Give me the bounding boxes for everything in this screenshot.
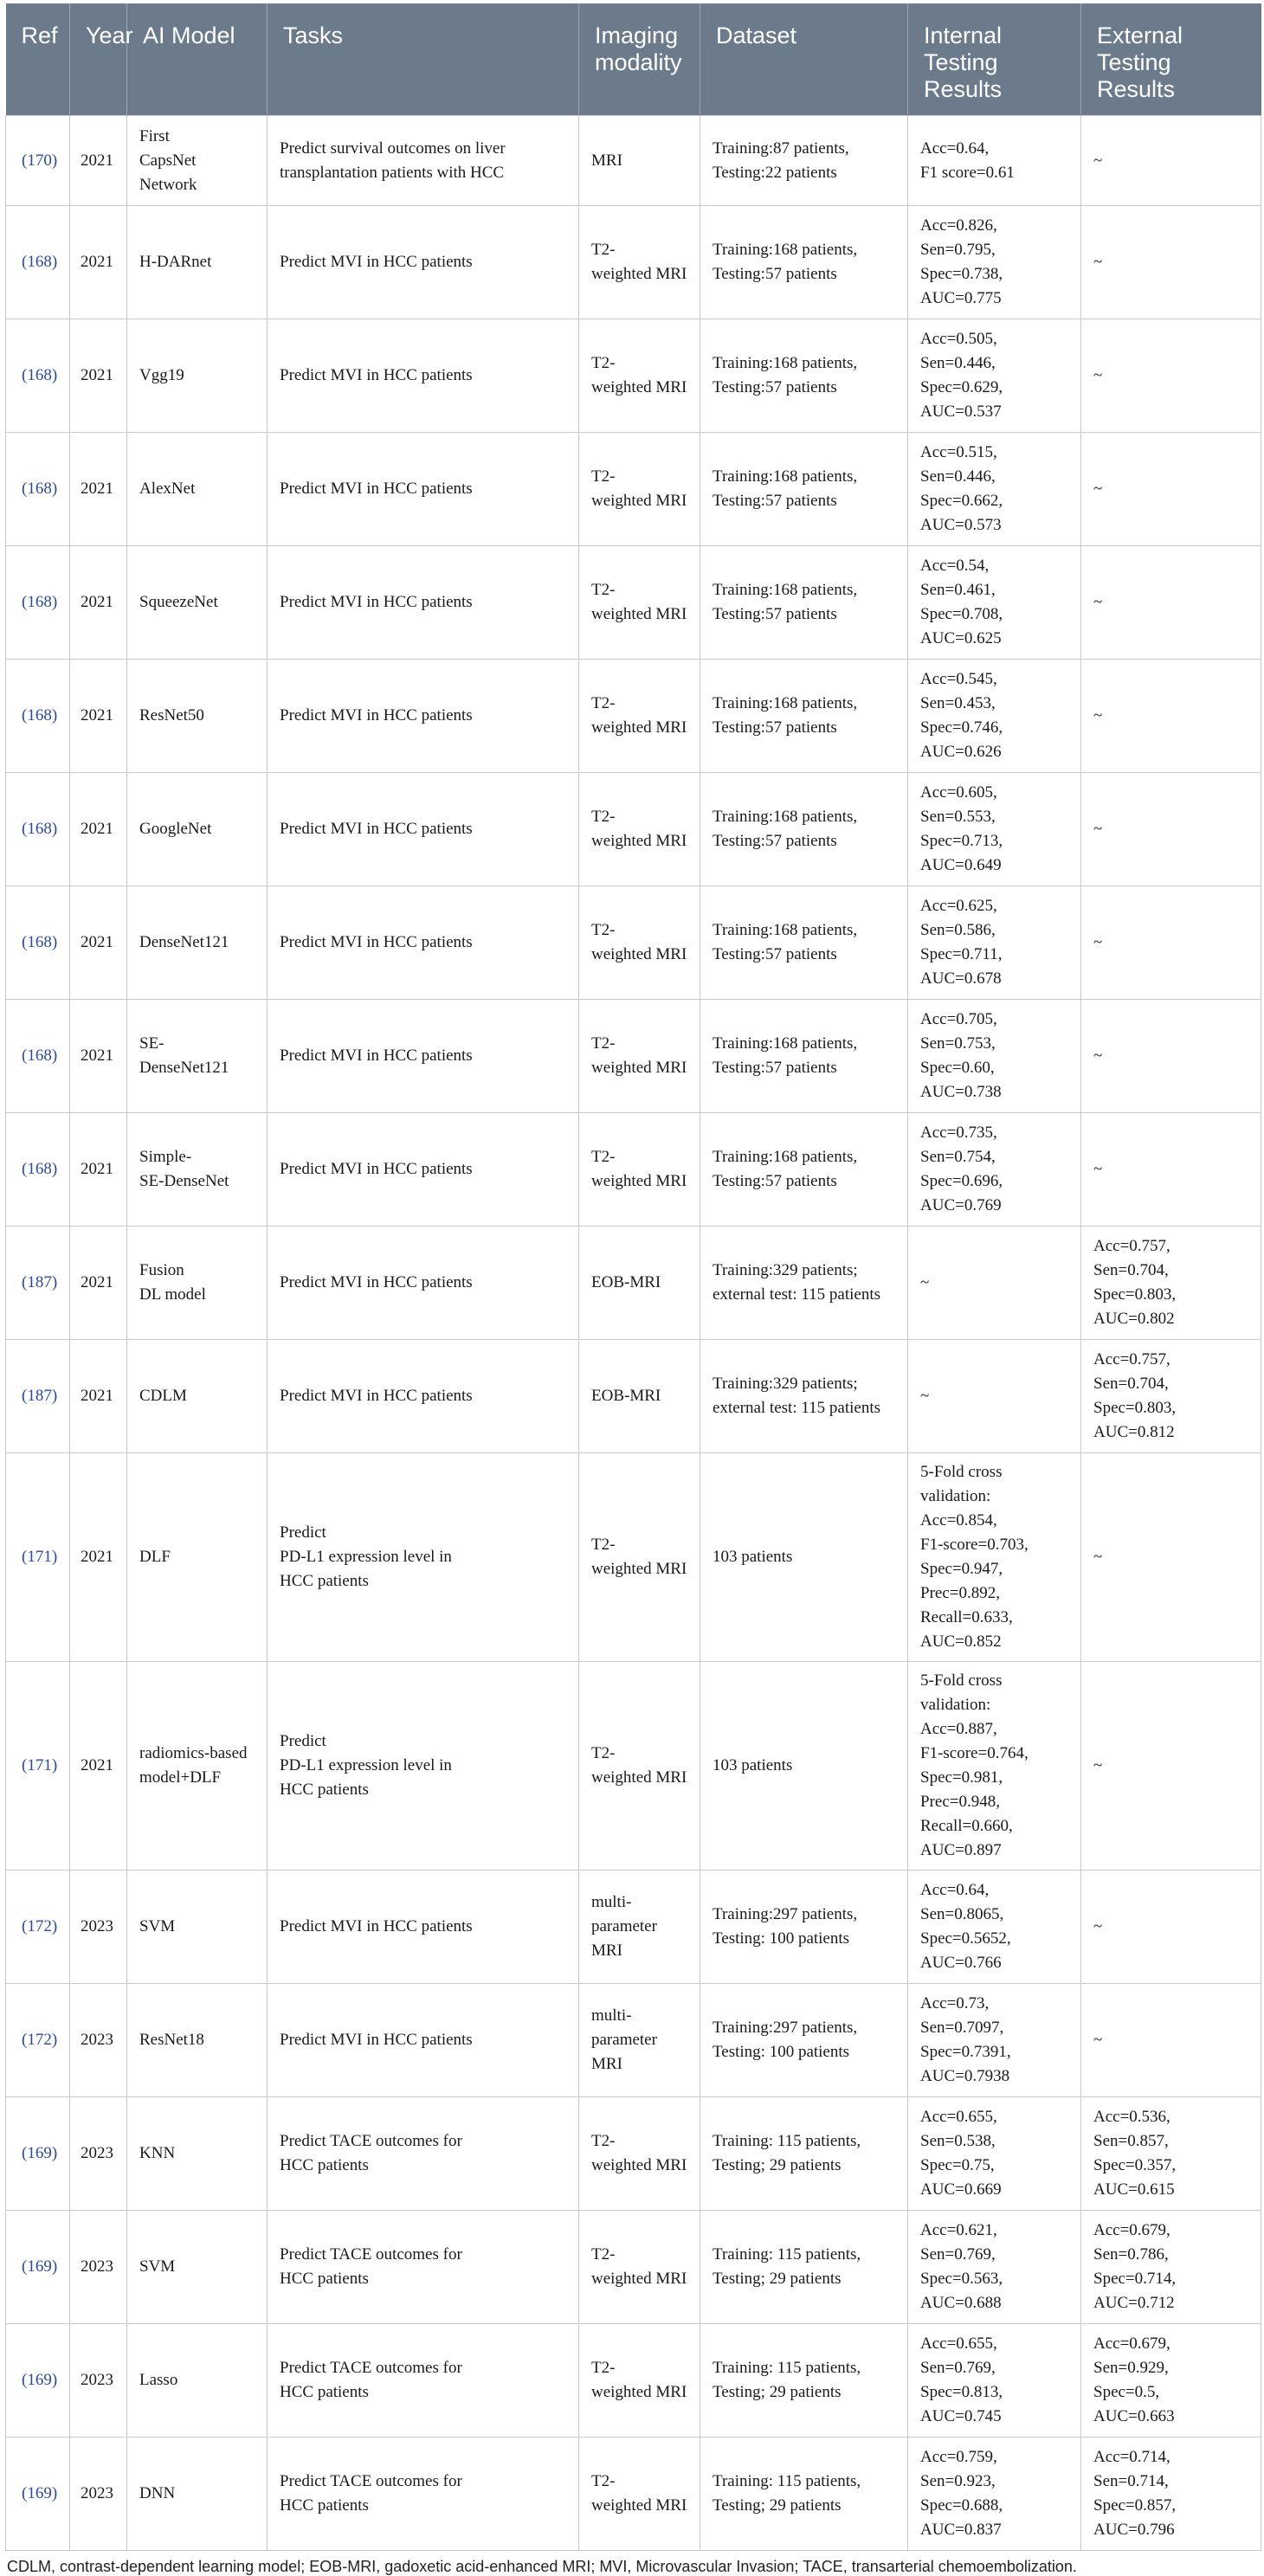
task-cell: Predict MVI in HCC patients [268,886,579,1000]
external-results-cell: ~ [1081,1453,1261,1662]
internal-results-cell: 5-Fold cross validation: Acc=0.854, F1-score=0.703, Spec=0.947, Prec=0.892, Recall=0.633, AUC=0.852 [908,1453,1081,1662]
modality-cell: T2- weighted MRI [579,1662,700,1871]
table-body [6,116,1261,2551]
internal-results-cell: 5-Fold cross validation: Acc=0.887, F1-score=0.764, Spec=0.981, Prec=0.948, Recall=0.660, AUC=0.897 [908,1662,1081,1871]
internal-results-cell: Acc=0.655, Sen=0.538, Spec=0.75, AUC=0.669 [908,2097,1081,2211]
external-results-cell: ~ [1081,1662,1261,1871]
ref-cell[interactable]: (169) [6,2324,70,2438]
model-cell: First CapsNet Network [127,116,268,206]
header-ai-model: AI Model [127,3,268,116]
table-row [6,2324,1261,2438]
ref-cell[interactable]: (169) [6,2211,70,2324]
task-cell: Predict PD-L1 expression level in HCC patients [268,1662,579,1871]
model-cell: SVM [127,2211,268,2324]
task-cell: Predict TACE outcomes for HCC patients [268,2211,579,2324]
internal-results-cell: Acc=0.54, Sen=0.461, Spec=0.708, AUC=0.625 [908,546,1081,660]
modality-cell: T2- weighted MRI [579,1453,700,1662]
dataset-cell: Training: 115 patients, Testing; 29 patients [700,2211,908,2324]
task-cell: Predict TACE outcomes for HCC patients [268,2097,579,2211]
model-cell: Fusion DL model [127,1227,268,1340]
header-internal-results: Internal Testing Results [908,3,1081,116]
modality-cell: T2- weighted MRI [579,319,700,433]
year-cell: 2021 [70,206,127,319]
modality-cell: T2- weighted MRI [579,1000,700,1113]
year-cell: 2021 [70,433,127,546]
internal-results-cell: Acc=0.705, Sen=0.753, Spec=0.60, AUC=0.738 [908,1000,1081,1113]
dataset-cell: Training:168 patients, Testing:57 patients [700,1113,908,1227]
table-row [6,1340,1261,1453]
year-cell: 2023 [70,2324,127,2438]
external-results-cell: Acc=0.679, Sen=0.786, Spec=0.714, AUC=0.712 [1081,2211,1261,2324]
header-year: Year [70,3,127,116]
dataset-cell: Training: 115 patients, Testing; 29 patients [700,2097,908,2211]
table-row [6,546,1261,660]
header-imaging-modality: Imaging modality [579,3,700,116]
ref-cell[interactable]: (168) [6,886,70,1000]
header-ref: Ref [6,3,70,116]
ref-cell[interactable]: (168) [6,206,70,319]
year-cell: 2021 [70,1227,127,1340]
model-cell: Simple- SE-DenseNet [127,1113,268,1227]
modality-cell: T2- weighted MRI [579,886,700,1000]
model-cell: DNN [127,2438,268,2551]
task-cell: Predict MVI in HCC patients [268,1340,579,1453]
table-row [6,1984,1261,2097]
model-cell: DenseNet121 [127,886,268,1000]
modality-cell: T2- weighted MRI [579,2211,700,2324]
model-cell: ResNet18 [127,1984,268,2097]
task-cell: Predict MVI in HCC patients [268,206,579,319]
table-row [6,1871,1261,1984]
dataset-cell: Training:168 patients, Testing:57 patients [700,546,908,660]
year-cell: 2023 [70,1871,127,1984]
ref-cell[interactable]: (168) [6,319,70,433]
modality-cell: EOB-MRI [579,1340,700,1453]
task-cell: Predict MVI in HCC patients [268,773,579,886]
internal-results-cell: Acc=0.64, Sen=0.8065, Spec=0.5652, AUC=0.766 [908,1871,1081,1984]
external-results-cell: ~ [1081,206,1261,319]
internal-results-cell: Acc=0.655, Sen=0.769, Spec=0.813, AUC=0.745 [908,2324,1081,2438]
dataset-cell: Training:168 patients, Testing:57 patients [700,433,908,546]
internal-results-cell: Acc=0.735, Sen=0.754, Spec=0.696, AUC=0.769 [908,1113,1081,1227]
internal-results-cell: Acc=0.605, Sen=0.553, Spec=0.713, AUC=0.649 [908,773,1081,886]
external-results-cell: Acc=0.757, Sen=0.704, Spec=0.803, AUC=0.802 [1081,1227,1261,1340]
table-row [6,433,1261,546]
external-results-cell: Acc=0.679, Sen=0.929, Spec=0.5, AUC=0.663 [1081,2324,1261,2438]
model-cell: SqueezeNet [127,546,268,660]
year-cell: 2021 [70,319,127,433]
table-footnote: CDLM, contrast-dependent learning model; EOB-MRI, gadoxetic acid-enhanced MRI; MVI, Microvascular Invasion; TACE, transarterial chemoembolization. [7,2558,1077,2575]
modality-cell: T2- weighted MRI [579,206,700,319]
dataset-cell: Training:297 patients, Testing: 100 patients [700,1871,908,1984]
year-cell: 2023 [70,2211,127,2324]
ref-cell[interactable]: (170) [6,116,70,206]
internal-results-cell: Acc=0.625, Sen=0.586, Spec=0.711, AUC=0.678 [908,886,1081,1000]
task-cell: Predict MVI in HCC patients [268,660,579,773]
ref-cell[interactable]: (172) [6,1984,70,2097]
dataset-cell: Training:329 patients; external test: 115 patients [700,1227,908,1340]
table-row [6,116,1261,206]
year-cell: 2021 [70,546,127,660]
internal-results-cell: Acc=0.64, F1 score=0.61 [908,116,1081,206]
internal-results-cell: Acc=0.826, Sen=0.795, Spec=0.738, AUC=0.775 [908,206,1081,319]
header-external-results: External Testing Results [1081,3,1261,116]
model-cell: AlexNet [127,433,268,546]
table-row [6,1453,1261,1662]
external-results-cell: ~ [1081,1000,1261,1113]
task-cell: Predict MVI in HCC patients [268,1871,579,1984]
task-cell: Predict TACE outcomes for HCC patients [268,2324,579,2438]
year-cell: 2023 [70,2438,127,2551]
model-cell: Vgg19 [127,319,268,433]
external-results-cell: ~ [1081,1113,1261,1227]
year-cell: 2021 [70,1000,127,1113]
external-results-cell: Acc=0.757, Sen=0.704, Spec=0.803, AUC=0.812 [1081,1340,1261,1453]
modality-cell: T2- weighted MRI [579,660,700,773]
year-cell: 2023 [70,1984,127,2097]
external-results-cell: ~ [1081,773,1261,886]
table-row [6,2438,1261,2551]
internal-results-cell: Acc=0.545, Sen=0.453, Spec=0.746, AUC=0.626 [908,660,1081,773]
table-row [6,1662,1261,1871]
dataset-cell: Training:87 patients, Testing:22 patients [700,116,908,206]
dataset-cell: Training: 115 patients, Testing; 29 patients [700,2324,908,2438]
task-cell: Predict MVI in HCC patients [268,1227,579,1340]
ref-cell[interactable]: (171) [6,1453,70,1662]
modality-cell: T2- weighted MRI [579,2324,700,2438]
internal-results-cell: ~ [908,1340,1081,1453]
ref-cell[interactable]: (168) [6,1113,70,1227]
year-cell: 2021 [70,1340,127,1453]
model-cell: radiomics-based model+DLF [127,1662,268,1871]
modality-cell: T2- weighted MRI [579,546,700,660]
external-results-cell: ~ [1081,1984,1261,2097]
dataset-cell: 103 patients [700,1662,908,1871]
model-cell: KNN [127,2097,268,2211]
table-header-row [6,3,1261,116]
ref-cell[interactable]: (187) [6,1227,70,1340]
dataset-cell: Training:329 patients; external test: 115 patients [700,1340,908,1453]
modality-cell: T2- weighted MRI [579,2438,700,2551]
header-dataset: Dataset [700,3,908,116]
modality-cell: multi- parameter MRI [579,1871,700,1984]
model-cell: Lasso [127,2324,268,2438]
year-cell: 2021 [70,116,127,206]
model-cell: DLF [127,1453,268,1662]
table-row [6,1113,1261,1227]
dataset-cell: Training:168 patients, Testing:57 patients [700,773,908,886]
table-row [6,660,1261,773]
ref-cell[interactable]: (168) [6,546,70,660]
dataset-cell: Training:168 patients, Testing:57 patients [700,886,908,1000]
internal-results-cell: Acc=0.759, Sen=0.923, Spec=0.688, AUC=0.837 [908,2438,1081,2551]
internal-results-cell: ~ [908,1227,1081,1340]
task-cell: Predict MVI in HCC patients [268,319,579,433]
task-cell: Predict MVI in HCC patients [268,1984,579,2097]
modality-cell: T2- weighted MRI [579,2097,700,2211]
task-cell: Predict MVI in HCC patients [268,546,579,660]
external-results-cell: ~ [1081,116,1261,206]
task-cell: Predict PD-L1 expression level in HCC patients [268,1453,579,1662]
table-row [6,886,1261,1000]
model-cell: CDLM [127,1340,268,1453]
model-cell: SVM [127,1871,268,1984]
modality-cell: T2- weighted MRI [579,433,700,546]
external-results-cell: ~ [1081,1871,1261,1984]
year-cell: 2021 [70,660,127,773]
modality-cell: T2- weighted MRI [579,1113,700,1227]
ref-cell[interactable]: (169) [6,2438,70,2551]
table-row [6,206,1261,319]
table-row [6,1000,1261,1113]
external-results-cell: ~ [1081,886,1261,1000]
model-cell: SE- DenseNet121 [127,1000,268,1113]
model-cell: GoogleNet [127,773,268,886]
internal-results-cell: Acc=0.73, Sen=0.7097, Spec=0.7391, AUC=0.7938 [908,1984,1081,2097]
task-cell: Predict MVI in HCC patients [268,1000,579,1113]
table-row [6,2097,1261,2211]
ref-cell[interactable]: (171) [6,1662,70,1871]
dataset-cell: Training:168 patients, Testing:57 patients [700,1000,908,1113]
dataset-cell: Training:168 patients, Testing:57 patients [700,319,908,433]
task-cell: Predict MVI in HCC patients [268,1113,579,1227]
year-cell: 2021 [70,1453,127,1662]
year-cell: 2021 [70,1113,127,1227]
ref-cell[interactable]: (168) [6,1000,70,1113]
results-table [5,3,1261,2551]
external-results-cell: Acc=0.714, Sen=0.714, Spec=0.857, AUC=0.796 [1081,2438,1261,2551]
table-row [6,2211,1261,2324]
dataset-cell: Training:168 patients, Testing:57 patients [700,206,908,319]
ref-cell[interactable]: (168) [6,660,70,773]
task-cell: Predict TACE outcomes for HCC patients [268,2438,579,2551]
modality-cell: T2- weighted MRI [579,773,700,886]
table-row [6,773,1261,886]
modality-cell: MRI [579,116,700,206]
year-cell: 2021 [70,886,127,1000]
internal-results-cell: Acc=0.515, Sen=0.446, Spec=0.662, AUC=0.573 [908,433,1081,546]
external-results-cell: ~ [1081,660,1261,773]
ref-cell[interactable]: (169) [6,2097,70,2211]
internal-results-cell: Acc=0.505, Sen=0.446, Spec=0.629, AUC=0.537 [908,319,1081,433]
internal-results-cell: Acc=0.621, Sen=0.769, Spec=0.563, AUC=0.688 [908,2211,1081,2324]
year-cell: 2021 [70,773,127,886]
model-cell: ResNet50 [127,660,268,773]
table-container [5,3,1261,2576]
model-cell: H-DARnet [127,206,268,319]
dataset-cell: Training: 115 patients, Testing; 29 patients [700,2438,908,2551]
dataset-cell: 103 patients [700,1453,908,1662]
external-results-cell: ~ [1081,433,1261,546]
dataset-cell: Training:168 patients, Testing:57 patients [700,660,908,773]
ref-cell[interactable]: (168) [6,433,70,546]
ref-cell[interactable]: (168) [6,773,70,886]
external-results-cell: Acc=0.536, Sen=0.857, Spec=0.357, AUC=0.615 [1081,2097,1261,2211]
external-results-cell: ~ [1081,546,1261,660]
table-row [6,319,1261,433]
external-results-cell: ~ [1081,319,1261,433]
dataset-cell: Training:297 patients, Testing: 100 patients [700,1984,908,2097]
modality-cell: EOB-MRI [579,1227,700,1340]
task-cell: Predict survival outcomes on liver transplantation patients with HCC [268,116,579,206]
modality-cell: multi- parameter MRI [579,1984,700,2097]
year-cell: 2021 [70,1662,127,1871]
ref-cell[interactable]: (187) [6,1340,70,1453]
year-cell: 2023 [70,2097,127,2211]
ref-cell[interactable]: (172) [6,1871,70,1984]
header-tasks: Tasks [268,3,579,116]
task-cell: Predict MVI in HCC patients [268,433,579,546]
table-row [6,1227,1261,1340]
